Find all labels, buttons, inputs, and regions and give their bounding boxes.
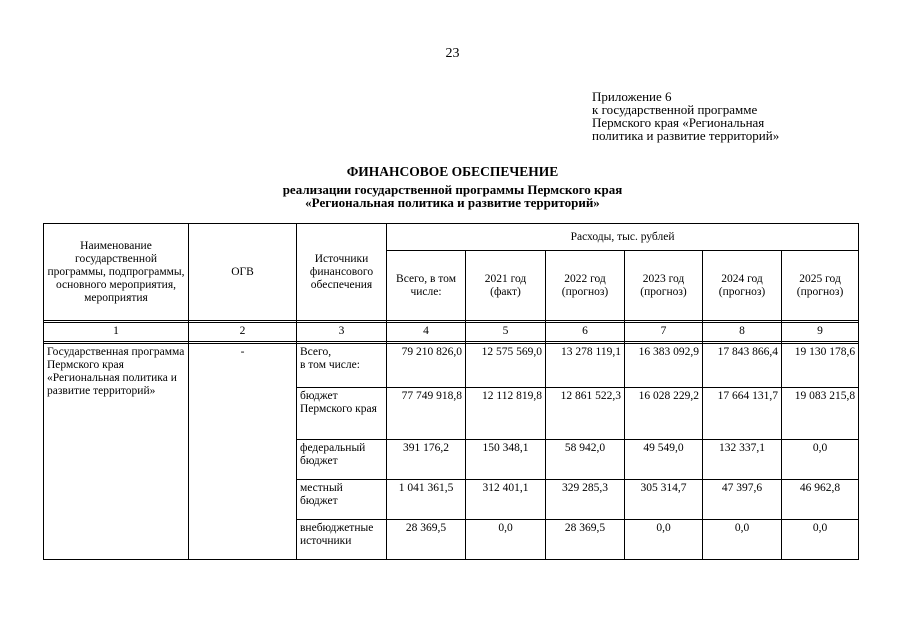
column-number: 5 [466,323,546,342]
header-2023: 2023 год (прогноз) [625,251,703,321]
header-expenses: Расходы, тыс. рублей [387,224,859,251]
finance-table [43,223,859,560]
column-number: 6 [546,323,625,342]
value-cell: 28 369,5 [387,520,466,560]
value-cell: 16 383 092,9 [625,344,703,388]
value-cell: 305 314,7 [625,480,703,520]
document-subtitle [0,183,905,209]
value-cell: 0,0 [625,520,703,560]
value-cell: 132 337,1 [703,440,782,480]
value-cell: 329 285,3 [546,480,625,520]
column-number: 3 [297,323,387,342]
value-cell: 28 369,5 [546,520,625,560]
value-cell: 12 575 569,0 [466,344,546,388]
appendix-line: к государственной программе [592,102,758,117]
value-cell: 312 401,1 [466,480,546,520]
value-cell: 0,0 [466,520,546,560]
source-cell: Всего, в том числе: [297,344,387,388]
value-cell: 1 041 361,5 [387,480,466,520]
page-number: 23 [445,46,460,61]
column-number: 4 [387,323,466,342]
source-cell: местный бюджет [297,480,387,520]
value-cell: 17 664 131,7 [703,388,782,440]
header-name: Наименование государственной программы, подпрограммы, основного мероприятия, мероприятия [44,224,189,321]
header-2025: 2025 год (прогноз) [782,251,859,321]
header-sources: Источники финансового обеспечения [297,224,387,321]
value-cell: 391 176,2 [387,440,466,480]
value-cell: 13 278 119,1 [546,344,625,388]
header-total: Всего, в том числе: [387,251,466,321]
value-cell: 16 028 229,2 [625,388,703,440]
subtitle-line: реализации государственной программы Пермского края [282,182,623,197]
value-cell: 0,0 [703,520,782,560]
value-cell: 0,0 [782,520,859,560]
appendix-line: Приложение 6 [592,89,672,104]
value-cell: 58 942,0 [546,440,625,480]
appendix-line: политика и развитие территорий» [592,128,780,143]
program-name: Государственная программа Пермского края «Региональная политика и развитие территорий» [44,344,189,560]
subtitle-line: «Региональная политика и развитие территорий» [305,195,600,210]
value-cell: 17 843 866,4 [703,344,782,388]
value-cell: 79 210 826,0 [387,344,466,388]
source-cell: бюджет Пермского края [297,388,387,440]
column-number: 2 [189,323,297,342]
value-cell: 19 083 215,8 [782,388,859,440]
program-ogv: - [189,344,297,560]
value-cell: 12 112 819,8 [466,388,546,440]
source-cell: федеральный бюджет [297,440,387,480]
value-cell: 0,0 [782,440,859,480]
value-cell: 49 549,0 [625,440,703,480]
value-cell: 47 397,6 [703,480,782,520]
value-cell: 77 749 918,8 [387,388,466,440]
value-cell: 46 962,8 [782,480,859,520]
source-cell: внебюджетные источники [297,520,387,560]
value-cell: 12 861 522,3 [546,388,625,440]
header-2021: 2021 год (факт) [466,251,546,321]
column-number: 8 [703,323,782,342]
column-number: 7 [625,323,703,342]
value-cell: 150 348,1 [466,440,546,480]
column-number: 1 [44,323,189,342]
header-2024: 2024 год (прогноз) [703,251,782,321]
document-title: ФИНАНСОВОЕ ОБЕСПЕЧЕНИЕ [346,164,559,179]
column-number-row [44,323,859,342]
value-cell: 19 130 178,6 [782,344,859,388]
appendix-note [592,90,779,142]
column-number: 9 [782,323,859,342]
header-ogv: ОГВ [189,224,297,321]
appendix-line: Пермского края «Региональная [592,115,765,130]
table-row [44,344,859,388]
header-2022: 2022 год (прогноз) [546,251,625,321]
